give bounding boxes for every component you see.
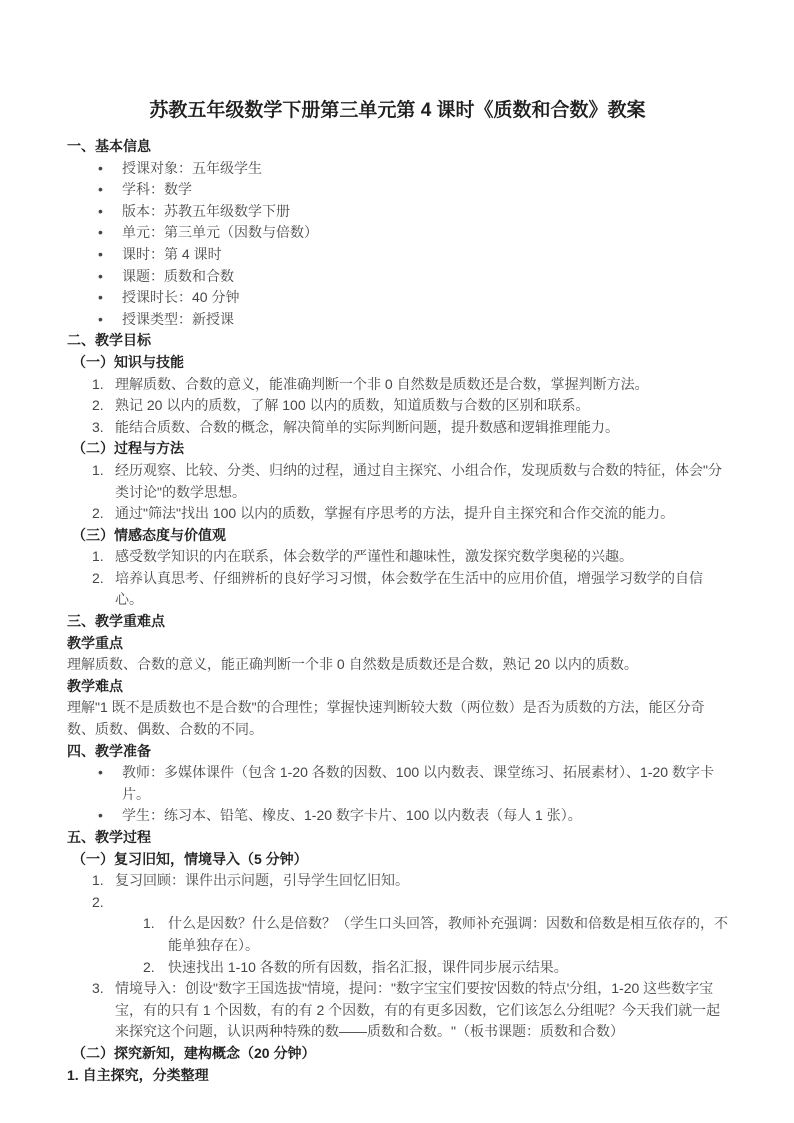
- item-text: 复习回顾：课件出示问题，引导学生回忆旧知。: [115, 872, 409, 889]
- basic-info-item: • 版本：苏教五年级数学下册: [67, 201, 728, 223]
- teaching-difficulty-text: 理解"1 既不是质数也不是合数"的合理性；掌握快速判断较大数（两位数）是否为质数的方法，能区分奇数、质数、偶数、合数的不同。: [67, 699, 705, 738]
- review-item: [67, 870, 728, 892]
- teaching-focus-heading: 教学重点: [67, 634, 123, 651]
- preparation-item: • 教师：多媒体课件（包含 1-20 各数的因数、100 以内数表、课堂练习、拓展素材）、1-20 数字卡片。: [67, 762, 728, 805]
- process-item: [67, 503, 728, 525]
- preparation-list: [67, 762, 728, 827]
- item-text: 经历观察、比较、分类、归纳的过程，通过自主探究、小组合作，发现质数与合数的特征，体会"分类讨论"的数学思想。: [115, 461, 722, 500]
- preparation-heading: 四、教学准备: [67, 742, 151, 759]
- item-text: 能结合质数、合数的概念，解决简单的实际判断问题，提升数感和逻辑推理能力。: [115, 418, 619, 435]
- knowledge-skills-heading: （一）知识与技能: [72, 353, 184, 370]
- item-number: 2.: [92, 505, 104, 522]
- preparation-item: • 学生：练习本、铅笔、橡皮、1-20 数字卡片、100 以内数表（每人 1 张）。: [67, 805, 728, 827]
- item-number: 2.: [92, 893, 104, 910]
- knowledge-item: [67, 417, 728, 439]
- item-text: 感受数学知识的内在联系，体会数学的严谨性和趣味性，激发探究数学奥秘的兴趣。: [115, 548, 633, 565]
- basic-info-item: • 授课类型：新授课: [67, 309, 728, 331]
- item-text: 情境导入：创设"数字王国选拔"情境，提问："数字宝宝们要按'因数的特点'分组，1-20 这些数字宝宝，有的只有 1 个因数，有的有 2 个因数，有的有更多因数，它们该怎么分组呢？今天我们就一起来探究这个问题，认识两种特殊的数——质数和合数。"（板书课题：质数和合数）: [115, 980, 721, 1040]
- review-sub-item: [67, 913, 728, 956]
- basic-info-item: • 授课时长：40 分钟: [67, 287, 728, 309]
- item-text: 什么是因数？什么是倍数？（学生口头回答，教师补充强调：因数和倍数是相互依存的，不能单独存在）。: [168, 915, 728, 953]
- item-text: 培养认真思考、仔细辨析的良好学习习惯，体会数学在生活中的应用价值，增强学习数学的自信心。: [115, 569, 703, 608]
- item-number: 3.: [92, 980, 104, 997]
- item-number: 2.: [92, 569, 104, 586]
- teaching-process-heading: 五、教学过程: [67, 829, 151, 845]
- basic-info-item: • 学科：数学: [67, 179, 728, 201]
- item-text: [115, 892, 728, 914]
- item-number: 2.: [92, 397, 104, 414]
- knowledge-item: [67, 395, 728, 417]
- page-title: 苏教五年级数学下册第三单元第 4 课时《质数和合数》教案: [149, 100, 646, 121]
- emotion-values-heading: （三）情感态度与价值观: [72, 526, 226, 543]
- basic-info-item: • 课时：第 4 课时: [67, 244, 728, 266]
- review-item: [67, 892, 728, 914]
- knowledge-item: [67, 374, 728, 396]
- basic-info-item: • 课题：质数和合数: [67, 266, 728, 288]
- process-item: [67, 460, 728, 503]
- item-number: 1.: [143, 915, 155, 932]
- process-method-heading: （二）过程与方法: [72, 440, 184, 457]
- item-text: 通过"筛法"找出 100 以内的质数，掌握有序思考的方法，提升自主探究和合作交流的能力。: [115, 505, 675, 522]
- basic-info-item: • 授课对象：五年级学生: [67, 158, 728, 180]
- situation-intro-item: [67, 978, 728, 1043]
- phase2-heading: （二）探究新知，建构概念（20 分钟）: [72, 1044, 316, 1061]
- review-sub-item: [67, 957, 728, 979]
- key-points-heading: 三、教学重难点: [67, 613, 165, 630]
- emotion-item: [67, 568, 728, 611]
- item-number: 1.: [92, 872, 104, 889]
- teaching-difficulty-heading: 教学难点: [67, 677, 123, 694]
- item-number: 3.: [92, 418, 104, 435]
- item-text: 理解质数、合数的意义，能准确判断一个非 0 自然数是质数还是合数，掌握判断方法。: [115, 375, 649, 392]
- phase2-step1-heading: 1. 自主探究，分类整理: [67, 1066, 209, 1083]
- item-number: 1.: [92, 375, 104, 392]
- phase1-heading: （一）复习旧知，情境导入（5 分钟）: [72, 850, 308, 867]
- emotion-item: [67, 546, 728, 568]
- objectives-heading: 二、教学目标: [67, 332, 151, 349]
- teaching-focus-text: 理解质数、合数的意义，能正确判断一个非 0 自然数是质数还是合数，熟记 20 以内的质数。: [67, 656, 638, 673]
- item-text: 快速找出 1-10 各数的所有因数，指名汇报，课件同步展示结果。: [168, 958, 568, 975]
- item-number: 1.: [92, 461, 104, 478]
- item-number: 2.: [143, 958, 155, 975]
- item-number: 1.: [92, 548, 104, 565]
- basic-info-item: • 单元：第三单元（因数与倍数）: [67, 222, 728, 244]
- basic-info-heading: 一、基本信息: [67, 138, 151, 154]
- basic-info-list: [67, 158, 728, 331]
- item-text: 熟记 20 以内的质数，了解 100 以内的质数，知道质数与合数的区别和联系。: [115, 397, 590, 414]
